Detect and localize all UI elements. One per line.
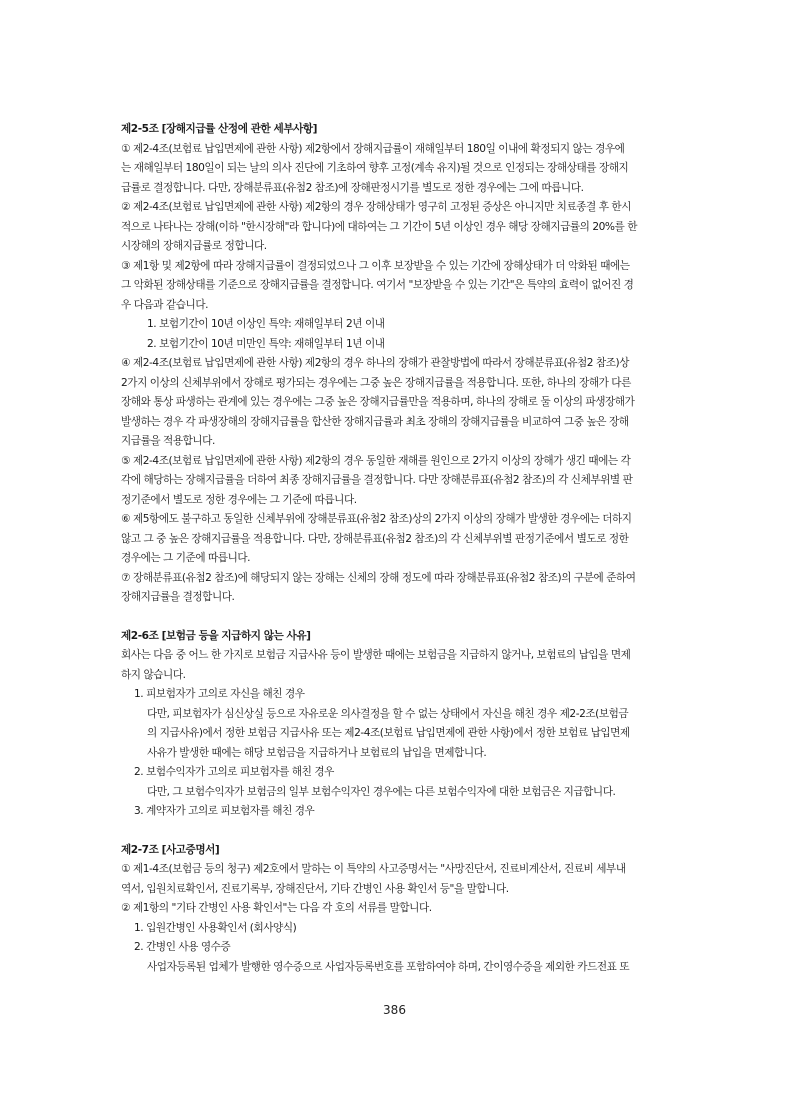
list-item: 2. 보험기간이 10년 미만인 특약: 재해일부터 1년 이내 xyxy=(147,337,385,350)
list-item-detail: 사유가 발생한 때에는 해당 보험금을 지급하거나 보험료의 납입을 면제합니다. xyxy=(147,746,487,759)
list-item: 3. 계약자가 고의로 피보험자를 해친 경우 xyxy=(134,805,315,817)
paragraph-line: 그 악화된 장해상태를 기준으로 장해지급률을 결정합니다. 여기서 "보장받을 수 있는 기간"은 특약의 효력이 없어진 경 xyxy=(121,279,634,291)
document-body xyxy=(121,120,673,977)
list-item: 2. 간병인 사용 영수증 xyxy=(134,941,231,953)
paragraph-line: 발생하는 경우 각 파생장해의 장해지급률을 합산한 장해지급률과 최초 장해의 장해지급률을 비교하여 그중 높은 장해 xyxy=(121,415,629,428)
paragraph-line: 회사는 다음 중 어느 한 가지로 보험금 지급사유 등이 발생한 때에는 보험금을 지급하지 않거나, 보험료의 납입을 면제 xyxy=(121,649,631,661)
list-item: 1. 피보험자가 고의로 자신을 해친 경우 xyxy=(134,688,305,700)
paragraph-line: ② 제2-4조(보험료 납입면제에 관한 사항) 제2항의 경우 장해상태가 영구히 고정된 증상은 아니지만 치료종결 후 한시 xyxy=(121,201,631,213)
list-item-detail: 의 지급사유)에서 정한 보험금 지급사유 또는 제2-4조(보험료 납입면제에 관한 사항)에서 정한 보험료 납입면제 xyxy=(147,727,630,739)
paragraph-line: 2가지 이상의 신체부위에서 장해로 평가되는 경우에는 그중 높은 장해지급률을 적용합니다. 또한, 하나의 장해가 다른 xyxy=(121,376,631,389)
list-item: 1. 보험기간이 10년 이상인 특약: 재해일부터 2년 이내 xyxy=(147,318,385,330)
paragraph-line: 하지 않습니다. xyxy=(121,668,186,681)
paragraph-line: 급률로 결정합니다. 다만, 장해분류표(유첨2 참조)에 장해판정시기를 별도로 정한 경우에는 그에 따릅니다. xyxy=(121,181,584,194)
paragraph-line: 장해지급률을 결정합니다. xyxy=(121,591,235,603)
list-item: 1. 입원간병인 사용확인서 (회사양식) xyxy=(134,921,297,934)
list-item: 2. 보험수익자가 고의로 피보험자를 해친 경우 xyxy=(134,766,334,778)
page-number: 386 xyxy=(383,1003,406,1017)
paragraph-line: ⑤ 제2-4조(보험료 납입면제에 관한 사항) 제2항의 경우 동일한 재해를 원인으로 2가지 이상의 장해가 생긴 때에는 각 xyxy=(121,454,631,467)
list-item-detail: 다만, 피보험자가 심신상실 등으로 자유로운 의사결정을 할 수 없는 상태에서 자신을 해친 경우 제2-2조(보험금 xyxy=(147,707,629,720)
paragraph-line: 우 다음과 같습니다. xyxy=(121,298,209,311)
section-2-7-title: 제2-7조 [사고증명서] xyxy=(121,843,220,856)
list-item-detail: 사업자등록된 업체가 발행한 영수증으로 사업자등록번호를 포함하여야 하며, 간이영수증을 제외한 카드전표 또 xyxy=(147,960,630,973)
paragraph-line: ① 제1-4조(보험금 등의 청구) 제2호에서 말하는 이 특약의 사고증명서는 "사망진단서, 진료비계산서, 진료비 세부내 xyxy=(121,863,626,875)
paragraph-line: ⑥ 제5항에도 불구하고 동일한 신체부위에 장해분류표(유첨2 참조)상의 2가지 이상의 장해가 발생한 경우에는 더하지 xyxy=(121,513,632,525)
paragraph-line: 역서, 입원치료확인서, 진료기록부, 장해진단서, 기타 간병인 사용 확인서 등"을 말합니다. xyxy=(121,882,509,895)
section-spacer xyxy=(121,822,673,841)
paragraph-line: 않고 그 중 높은 장해지급률을 적용합니다. 다만, 장해분류표(유첨2 참조)의 각 신체부위별 판정기준에서 별도로 정한 xyxy=(121,532,629,545)
paragraph-line: 는 재해일부터 180일이 되는 날의 의사 진단에 기초하여 향후 고정(계속 유지)될 것으로 인정되는 장해상태를 장해지 xyxy=(121,162,629,174)
paragraph-line: 정기준에서 별도로 정한 경우에는 그 기준에 따릅니다. xyxy=(121,493,357,506)
paragraph-line: 지급률을 적용합니다. xyxy=(121,435,215,447)
section-2-6-title: 제2-6조 [보험금 등을 지급하지 않는 사유] xyxy=(121,629,311,642)
paragraph-line: ④ 제2-4조(보험료 납입면제에 관한 사항) 제2항의 경우 하나의 장해가 관찰방법에 따라서 장해분류표(유첨2 참조)상 xyxy=(121,357,630,369)
paragraph-line: ① 제2-4조(보험료 납입면제에 관한 사항) 제2항에서 장해지급률이 재해일부터 180일 이내에 확정되지 않는 경우에 xyxy=(121,142,625,155)
list-item-detail: 다만, 그 보험수익자가 보험금의 일부 보험수익자인 경우에는 다른 보험수익자에 대한 보험금은 지급합니다. xyxy=(147,785,616,798)
paragraph-line: ⑦ 장해분류표(유첨2 참조)에 해당되지 않는 장해는 신체의 장해 정도에 따라 장해분류표(유첨2 참조)의 구분에 준하여 xyxy=(121,571,636,584)
paragraph-line: ② 제1항의 "기타 간병인 사용 확인서"는 다음 각 호의 서류를 말합니다. xyxy=(121,902,432,914)
paragraph-line: 시장해의 장해지급률로 정합니다. xyxy=(121,240,267,252)
section-spacer xyxy=(121,608,673,627)
paragraph-line: 각에 해당하는 장해지급률을 더하여 최종 장해지급률을 결정합니다. 다만 장해분류표(유첨2 참조)의 각 신체부위별 판 xyxy=(121,474,633,486)
paragraph-line: 적으로 나타나는 장해(이하 "한시장해"라 합니다)에 대하여는 그 기간이 5년 이상인 경우 해당 장해지급률의 20%를 한 xyxy=(121,220,638,233)
paragraph-line: 경우에는 그 기준에 따릅니다. xyxy=(121,552,251,564)
paragraph-line: ③ 제1항 및 제2항에 따라 장해지급률이 결정되었으나 그 이후 보장받을 수 있는 기간에 장해상태가 더 악화된 때에는 xyxy=(121,259,630,272)
paragraph-line: 장해와 통상 파생하는 관계에 있는 경우에는 그중 높은 장해지급률만을 적용하며, 하나의 장해로 둘 이상의 파생장해가 xyxy=(121,396,635,408)
section-2-5-title: 제2-5조 [장해지급률 산정에 관한 세부사항] xyxy=(121,123,318,135)
